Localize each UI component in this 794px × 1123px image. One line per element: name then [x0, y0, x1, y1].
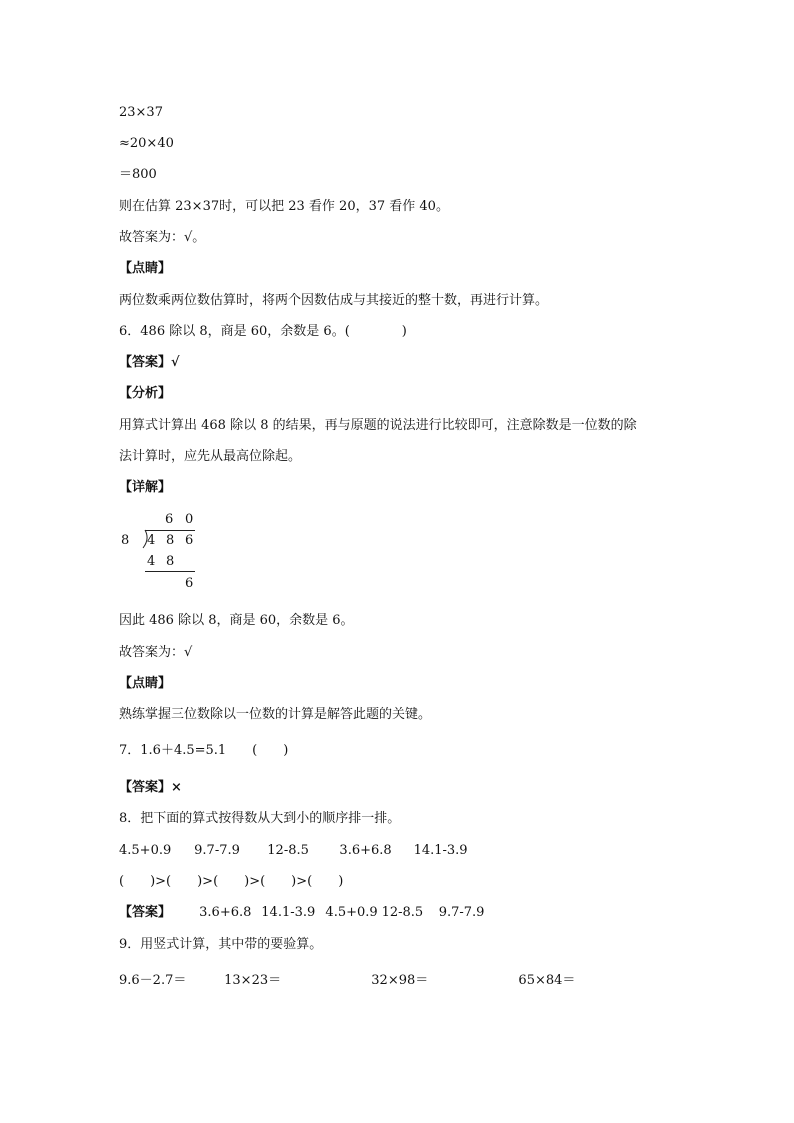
q9-expression-row: [119, 972, 575, 990]
section-heading-dianjing: 【点睛】: [119, 261, 172, 276]
dianjing-text-2: 熟练掌握三位数除以一位数的计算是解答此题的关键。: [119, 707, 432, 722]
q9-expression: 9.6－2.7＝: [119, 973, 187, 988]
subtraction-line: [145, 571, 195, 572]
remainder: 6: [185, 576, 194, 591]
quotient-digit: 6: [165, 512, 174, 527]
dividend-digit: 4: [147, 533, 156, 548]
divisor: 8: [121, 533, 130, 548]
question-7: 7．1.6＋4.5=5.1 ( ): [119, 743, 289, 758]
dividend-digit: 8: [166, 533, 175, 548]
product-digit: 4: [147, 554, 156, 569]
calc-line-1: 23×37: [119, 105, 163, 120]
q8-expression: 3.6+6.8: [339, 843, 392, 858]
explanation-text: 则在估算 23×37时，可以把 23 看作 20，37 看作 40。: [119, 199, 449, 214]
section-heading-xiangjie: 【详解】: [119, 480, 172, 495]
q8-expression: 14.1-3.9: [413, 843, 468, 858]
q8-expression: 12-8.5: [267, 843, 309, 858]
q8-answer: 12-8.5: [381, 905, 424, 920]
calc-line-3: ＝800: [119, 167, 157, 182]
q8-answer: 4.5+0.9: [325, 905, 378, 920]
q8-answer: 14.1-3.9: [261, 905, 316, 920]
question-9: 9．用竖式计算，其中带的要验算。: [119, 937, 323, 952]
answer-label: 【答案】: [119, 905, 172, 920]
division-bar: [145, 530, 195, 531]
q8-answer: 9.7-7.9: [438, 905, 485, 920]
long-division: [119, 509, 209, 594]
section-heading-fenxi: 【分析】: [119, 386, 172, 401]
question-8: 8．把下面的算式按得数从大到小的顺序排一排。: [119, 811, 401, 826]
answer-statement: 故答案为：√。: [119, 230, 206, 245]
q9-expression: 65×84＝: [518, 973, 576, 988]
answer-heading-q7: 【答案】×: [119, 780, 182, 795]
dianjing-text: 两位数乘两位数估算时，将两个因数估成与其接近的整十数，再进行计算。: [119, 293, 549, 308]
calc-line-2: ≈20×40: [119, 136, 174, 151]
conclusion-text: 因此 486 除以 8，商是 60，余数是 6。: [119, 613, 354, 628]
analysis-text-1: 用算式计算出 468 除以 8 的结果，再与原题的说法进行比较即可，注意除数是一位数的除: [119, 418, 637, 433]
answer-heading: 【答案】√: [119, 355, 180, 370]
q8-expression: 9.7-7.9: [194, 843, 240, 858]
section-heading-dianjing-2: 【点睛】: [119, 676, 172, 691]
quotient-digit: 0: [185, 512, 194, 527]
q8-expression-row: [119, 842, 468, 860]
question-6: 6．486 除以 8，商是 60，余数是 6。( ): [119, 324, 407, 339]
q9-expression: 13×23＝: [224, 973, 282, 988]
q8-blanks: ( )>( )>( )>( )>( ): [119, 874, 344, 889]
q8-answer-row: [119, 904, 484, 922]
dividend-digit: 6: [185, 533, 194, 548]
q9-expression: 32×98＝: [371, 973, 429, 988]
q8-answer: 3.6+6.8: [199, 905, 252, 920]
answer-statement-2: 故答案为：√: [119, 645, 193, 660]
analysis-text-2: 法计算时，应先从最高位除起。: [119, 449, 302, 464]
q8-expression: 4.5+0.9: [119, 843, 172, 858]
product-digit: 8: [166, 554, 175, 569]
